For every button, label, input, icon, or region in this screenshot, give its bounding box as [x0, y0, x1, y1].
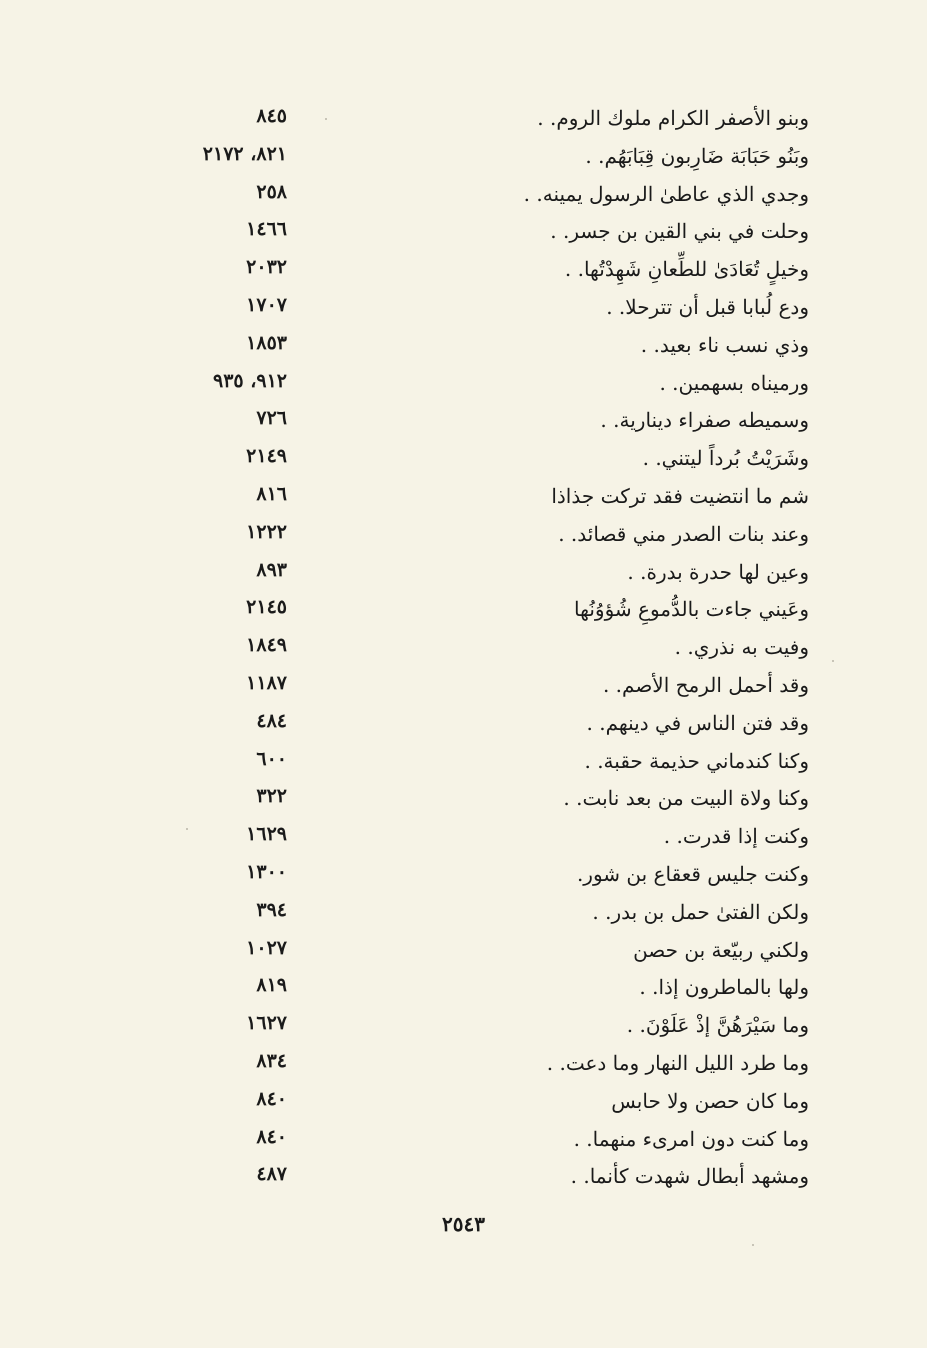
paper-speck: [752, 1244, 754, 1246]
verse-incipit: وقد أحمل الرمح الأصم. .: [602, 672, 809, 697]
verse-index-list: [0, 100, 927, 1196]
index-entry: [0, 251, 927, 289]
page-reference: ٤٨٧: [256, 1163, 287, 1186]
index-entry: [0, 629, 927, 667]
verse-incipit: وشَرَيْتُ بُرداً ليتني. .: [642, 446, 809, 471]
index-entry: [0, 1158, 927, 1196]
page-reference: ١٧٠٧: [246, 293, 287, 316]
verse-incipit: وقد فتن الناس في دينهم. .: [586, 710, 809, 735]
page-reference: ٨٩٣: [256, 558, 287, 581]
verse-incipit: وكنت إذا قدرت. .: [663, 824, 809, 849]
verse-incipit: وكنا كندماني حذيمة حقبة. .: [584, 748, 809, 773]
index-entry: [0, 969, 927, 1007]
page-reference: ١٠٢٧: [246, 936, 287, 959]
verse-incipit: وكنا ولاة البيت من بعد نابت. .: [563, 786, 809, 811]
page-reference: ٩١٢، ٩٣٥: [213, 369, 287, 392]
verse-incipit: وفيت به نذري. .: [674, 635, 809, 660]
index-entry: [0, 856, 927, 894]
index-entry: [0, 932, 927, 970]
page-reference: ٨٤٠: [256, 1087, 287, 1110]
page-reference: ٦٠٠: [256, 747, 287, 770]
page-reference: ١١٨٧: [246, 671, 287, 694]
page-reference: ٢١٤٩: [246, 445, 287, 468]
index-entry: [0, 667, 927, 705]
verse-incipit: وخيلٍ تُعَادَىٰ للطِّعانِ شَهِدْتُها. .: [564, 257, 809, 282]
index-entry: [0, 894, 927, 932]
paper-speck: [325, 118, 327, 120]
verse-incipit: وعَيني جاءت بالدُّموعِ شُؤوُنُها: [574, 597, 809, 622]
page-reference: ١٢٢٢: [246, 520, 287, 543]
paper-speck: [832, 660, 834, 662]
page-reference: ٨١٩: [256, 974, 287, 997]
page-number: ٢٥٤٣: [442, 1212, 485, 1236]
page-reference: ٨٣٤: [256, 1049, 287, 1072]
page-reference: ١٣٠٠: [246, 860, 287, 883]
page-reference: ٣٩٤: [256, 898, 287, 921]
page-reference: ٨٤٥: [256, 105, 287, 127]
index-entry: [0, 554, 927, 592]
page-reference: ٢٥٨: [256, 180, 287, 203]
verse-incipit: وعند بنات الصدر مني قصائد. .: [558, 521, 809, 546]
page-reference: ٧٢٦: [256, 407, 287, 430]
verse-incipit: وكنت جليس قعقاع بن شور.: [576, 861, 809, 886]
verse-incipit: وبنو الأصفر الكرام ملوك الروم. .: [537, 106, 809, 130]
verse-incipit: ومشهد أبطال شهدت كأنما. .: [570, 1164, 809, 1189]
index-entry: [0, 1083, 927, 1121]
verse-incipit: وما كان حصن ولا حابس: [611, 1088, 809, 1113]
index-entry: [0, 440, 927, 478]
page-reference: ١٦٢٧: [246, 1012, 287, 1035]
index-entry: [0, 289, 927, 327]
page-reference: ٨٤٠: [256, 1125, 287, 1148]
index-entry: [0, 327, 927, 365]
verse-incipit: وسميطه صفراء دينارية. .: [600, 408, 809, 433]
verse-incipit: وذي نسب ناء بعيد. .: [640, 332, 809, 357]
verse-incipit: ولها بالماطرون إذا. .: [639, 975, 809, 1000]
page-reference: ١٨٤٩: [246, 634, 287, 657]
page-reference: ٤٨٤: [256, 709, 287, 732]
index-entry: [0, 1045, 927, 1083]
index-entry: [0, 213, 927, 251]
page-reference: ١٤٦٦: [246, 218, 287, 241]
verse-incipit: وما طرد الليل النهار وما دعت. .: [546, 1050, 809, 1075]
index-entry: [0, 780, 927, 818]
verse-incipit: وجدي الذي عاطىٰ الرسول يمينه. .: [523, 181, 809, 206]
page-reference: ١٨٥٣: [246, 331, 287, 354]
index-entry: [0, 100, 927, 138]
index-entry: [0, 705, 927, 743]
index-entry: [0, 1121, 927, 1159]
page-reference: ١٦٢٩: [246, 823, 287, 846]
index-entry: [0, 818, 927, 856]
page-reference: ٣٢٢: [256, 785, 287, 808]
verse-incipit: وعين لها حدرة بدرة. .: [627, 559, 809, 584]
index-entry: [0, 138, 927, 176]
index-entry: [0, 516, 927, 554]
page-reference: ٢١٤٥: [246, 596, 287, 619]
verse-incipit: وما سَيْرَهُنَّ إذْ عَلَوْنَ. .: [626, 1013, 809, 1038]
verse-incipit: وحلت في بني القين بن جسر. .: [550, 219, 809, 244]
index-entry: [0, 743, 927, 781]
index-entry: [0, 478, 927, 516]
verse-incipit: شم ما انتضيت فقد تركت جذاذا: [551, 483, 809, 508]
index-entry: [0, 402, 927, 440]
verse-incipit: وما كنت دون امرىء منهما. .: [573, 1126, 809, 1151]
page-reference: ٨٢١، ٢١٧٢: [202, 142, 287, 165]
paper-speck: [186, 828, 188, 830]
verse-incipit: وبَنُو حَبَابَة ضَارِبون قِبَابَهُم. .: [585, 143, 809, 168]
index-entry: [0, 365, 927, 403]
verse-incipit: ودع لُبابا قبل أن تترحلا. .: [606, 294, 809, 319]
index-entry: [0, 176, 927, 214]
page-reference: ٨١٦: [256, 482, 287, 505]
verse-incipit: ورميناه بسهمين. .: [659, 370, 809, 395]
index-entry: [0, 1007, 927, 1045]
verse-incipit: ولكن الفتىٰ حمل بن بدر. .: [592, 899, 809, 924]
index-entry: [0, 591, 927, 629]
page-reference: ٢٠٣٢: [246, 256, 287, 279]
verse-incipit: ولكني ربيّعة بن حصن: [633, 937, 809, 962]
